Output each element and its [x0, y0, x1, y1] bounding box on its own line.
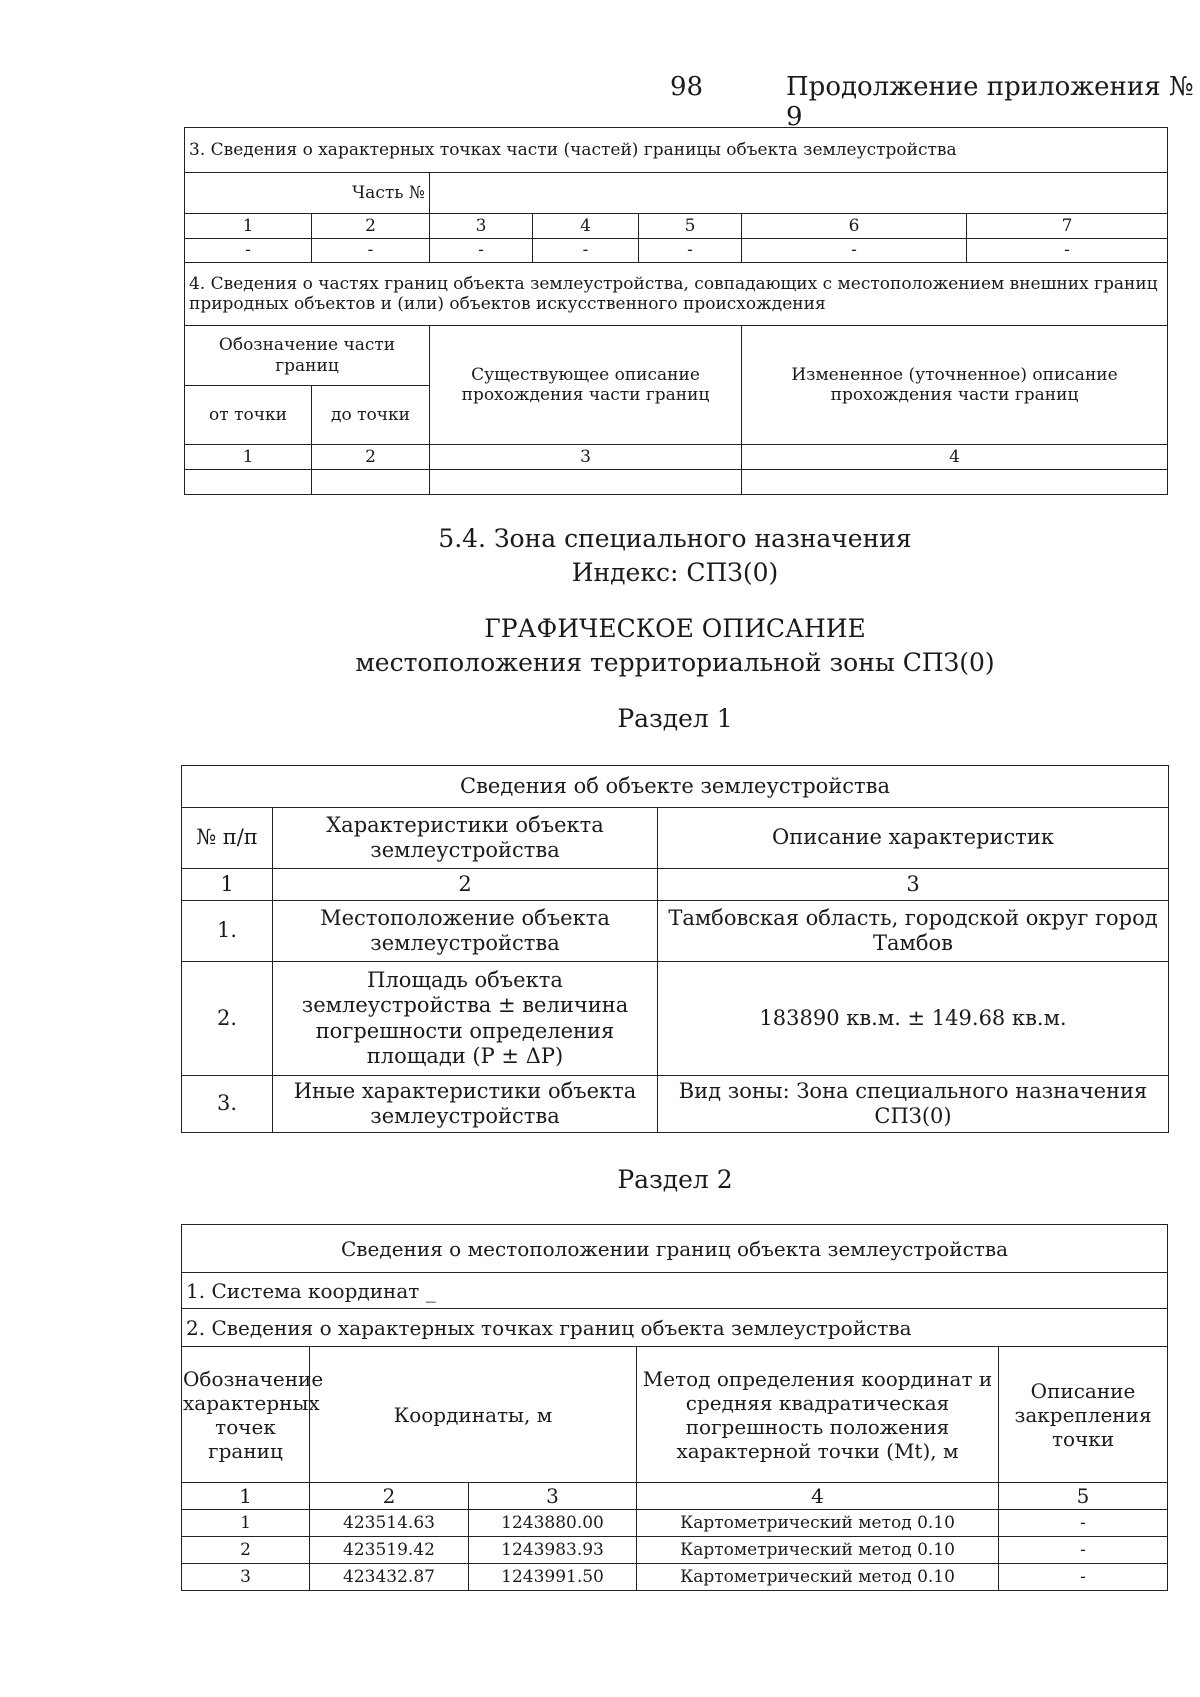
table-boundary-location — [181, 1224, 1168, 1591]
dash-cell: - — [533, 239, 639, 263]
column-number: 3 — [658, 869, 1169, 901]
zone-title: 5.4. Зона специального назначения — [438, 524, 912, 553]
dash-cell: - — [430, 239, 533, 263]
part-number-label: Часть № — [185, 173, 430, 214]
zone-index: Индекс: СПЗ(0) — [571, 558, 779, 587]
section3-title: 3. Сведения о характерных точках части (частей) границы объекта землеустройства — [185, 128, 1168, 173]
header-number: № п/п — [182, 808, 273, 869]
point-method: Картометрический метод 0.10 — [637, 1564, 999, 1591]
section4-title: 4. Сведения о частях границ объекта землеустройства, совпадающих с местоположением внешних границ природных объектов и (или) объектов искусственного происхождения — [185, 263, 1168, 326]
dash-cell: - — [639, 239, 742, 263]
appendix-continuation: Продолжение приложения № 9 — [786, 72, 1194, 132]
row-characteristic: Местоположение объекта землеустройства — [273, 901, 658, 962]
row-characteristic: Площадь объекта землеустройства ± величина погрешности определения площади (P ± ΔP) — [273, 962, 658, 1076]
point-y: 1243991.50 — [469, 1564, 637, 1591]
column-number: 2 — [310, 1483, 469, 1510]
from-point-header: от точки — [185, 386, 312, 445]
column-number: 1 — [182, 1483, 310, 1510]
point-method: Картометрический метод 0.10 — [637, 1510, 999, 1537]
column-number: 1 — [185, 445, 312, 470]
row-description: Тамбовская область, городской округ город Тамбов — [658, 901, 1169, 962]
row-description: Вид зоны: Зона специального назначения СПЗ(0) — [658, 1076, 1169, 1133]
coordinate-system: 1. Система координат _ — [182, 1273, 1168, 1309]
table-part-points — [184, 127, 1168, 495]
column-number: 3 — [430, 214, 533, 239]
dash-cell: - — [742, 239, 967, 263]
point-fixing: - — [999, 1537, 1168, 1564]
existing-description-header: Существующее описание прохождения части границ — [430, 326, 742, 445]
row-description: 183890 кв.м. ± 149.68 кв.м. — [658, 962, 1169, 1076]
column-number: 2 — [312, 214, 430, 239]
column-number: 4 — [533, 214, 639, 239]
column-number: 4 — [637, 1483, 999, 1510]
empty-cell — [742, 470, 1168, 495]
empty-cell — [312, 470, 430, 495]
header-coordinates: Координаты, м — [310, 1347, 637, 1483]
empty-cell — [430, 470, 742, 495]
changed-description-header: Измененное (уточненное) описание прохождения части границ — [742, 326, 1168, 445]
column-number: 2 — [312, 445, 430, 470]
object-info-title: Сведения об объекте землеустройства — [182, 766, 1169, 808]
column-number: 1 — [182, 869, 273, 901]
graphic-description-title: ГРАФИЧЕСКОЕ ОПИСАНИЕ — [484, 614, 866, 643]
location-title: Сведения о местоположении границ объекта землеустройства — [182, 1225, 1168, 1273]
part-number-value — [430, 173, 1168, 214]
graphic-description-subtitle: местоположения территориальной зоны СПЗ(0) — [355, 648, 995, 677]
table-object-info — [181, 765, 1169, 1133]
empty-cell — [185, 470, 312, 495]
points-title: 2. Сведения о характерных точках границ объекта землеустройства — [182, 1309, 1168, 1347]
header-designation: Обозначение характерных точек границ — [182, 1347, 310, 1483]
header-method: Метод определения координат и средняя квадратическая погрешность положения характерной точки (Mt), м — [637, 1347, 999, 1483]
column-number: 5 — [639, 214, 742, 239]
point-x: 423519.42 — [310, 1537, 469, 1564]
row-number: 2. — [182, 962, 273, 1076]
point-id: 1 — [182, 1510, 310, 1537]
dash-cell: - — [967, 239, 1168, 263]
point-id: 3 — [182, 1564, 310, 1591]
point-fixing: - — [999, 1510, 1168, 1537]
column-number: 7 — [967, 214, 1168, 239]
point-id: 2 — [182, 1537, 310, 1564]
point-x: 423432.87 — [310, 1564, 469, 1591]
designation-header: Обозначение части границ — [185, 326, 430, 386]
point-fixing: - — [999, 1564, 1168, 1591]
column-number: 6 — [742, 214, 967, 239]
column-number: 4 — [742, 445, 1168, 470]
point-method: Картометрический метод 0.10 — [637, 1537, 999, 1564]
header-characteristics: Характеристики объекта землеустройства — [273, 808, 658, 869]
row-number: 3. — [182, 1076, 273, 1133]
page-number: 98 — [670, 72, 704, 102]
dash-cell: - — [312, 239, 430, 263]
to-point-header: до точки — [312, 386, 430, 445]
column-number: 3 — [430, 445, 742, 470]
point-y: 1243880.00 — [469, 1510, 637, 1537]
header-fixing: Описание закрепления точки — [999, 1347, 1168, 1483]
column-number: 5 — [999, 1483, 1168, 1510]
point-y: 1243983.93 — [469, 1537, 637, 1564]
row-characteristic: Иные характеристики объекта землеустройства — [273, 1076, 658, 1133]
column-number: 3 — [469, 1483, 637, 1510]
header-description: Описание характеристик — [658, 808, 1169, 869]
dash-cell: - — [185, 239, 312, 263]
section-2-heading: Раздел 2 — [617, 1165, 733, 1194]
section-1-heading: Раздел 1 — [617, 704, 733, 733]
column-number: 2 — [273, 869, 658, 901]
point-x: 423514.63 — [310, 1510, 469, 1537]
row-number: 1. — [182, 901, 273, 962]
column-number: 1 — [185, 214, 312, 239]
